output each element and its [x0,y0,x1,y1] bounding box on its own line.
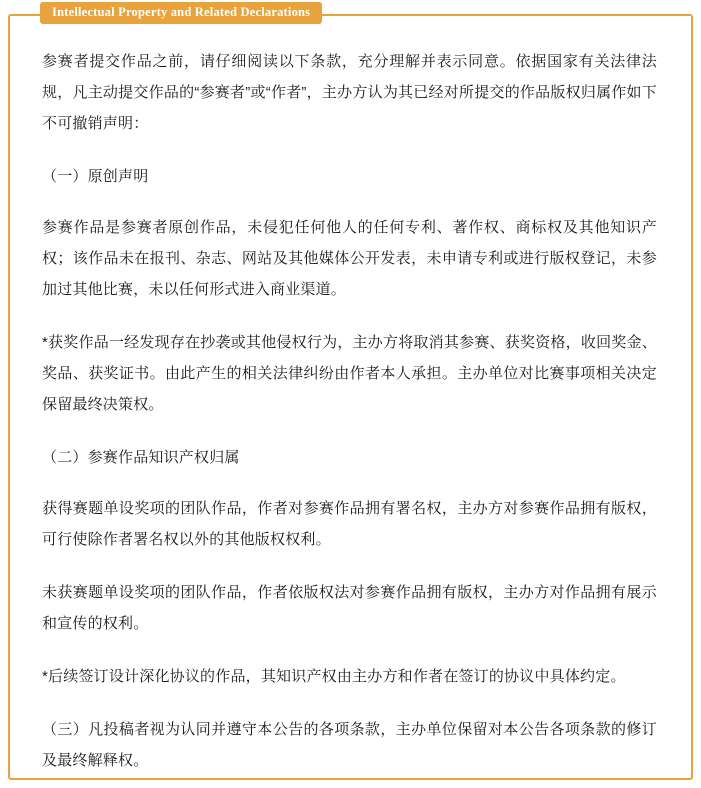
section-heading-ip-ownership: （二）参赛作品知识产权归属 [42,449,240,466]
paragraph-acceptance-clause: （三）凡投稿者视为认同并遵守本公告的各项条款，主办单位保留对本公告各项条款的修订及最终解释权。 [42,721,657,769]
panel-body [10,16,691,786]
declarations-panel [8,5,693,780]
section-heading-original-declaration: （一）原创声明 [42,168,149,185]
paragraph-originality-terms: 参赛作品是参赛者原创作品，未侵犯任何他人的任何专利、著作权、商标权及其他知识产权；该作品未在报刊、杂志、网站及其他媒体公开发表，未申请专利或进行版权登记，未参加过其他比赛，未以任何形式进入商业渠道。 [42,219,657,298]
paragraph-non-awarded-works-rights: 未获赛题单设奖项的团队作品，作者依版权法对参赛作品拥有版权，主办方对作品拥有展示和宣传的权利。 [42,584,657,632]
paragraph-plagiarism-note: *获奖作品一经发现存在抄袭或其他侵权行为，主办方将取消其参赛、获奖资格，收回奖金、奖品、获奖证书。由此产生的相关法律纠纷由作者本人承担。主办单位对比赛事项相关决定保留最终决策权。 [42,334,657,413]
paragraph-intro: 参赛者提交作品之前，请仔细阅读以下条款，充分理解并表示同意。依据国家有关法律法规，凡主动提交作品的“参赛者”或“作者”，主办方认为其已经对所提交的作品版权归属作如下不可撤销声明： [42,53,657,132]
panel-title: Intellectual Property and Related Declarations [40,2,322,24]
paragraph-awarded-works-rights: 获得赛题单设奖项的团队作品，作者对参赛作品拥有署名权，主办方对参赛作品拥有版权，可行使除作者署名权以外的其他版权权利。 [42,500,657,548]
paragraph-deepened-agreement-note: *后续签订设计深化协议的作品，其知识产权由主办方和作者在签订的协议中具体约定。 [42,668,626,685]
